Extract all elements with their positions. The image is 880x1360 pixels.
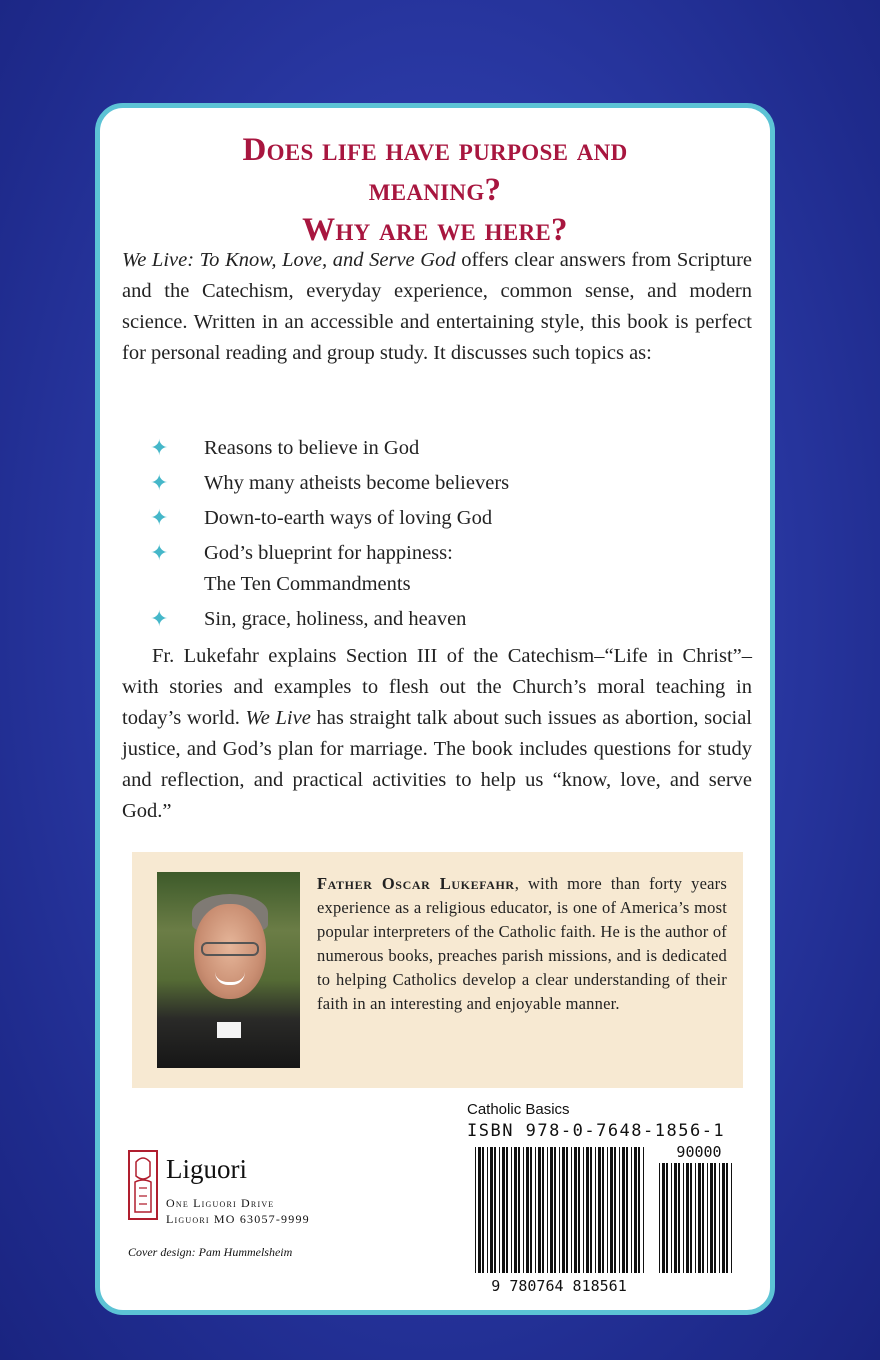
price-code: 90000 xyxy=(676,1145,722,1161)
list-item: ✦ God’s blueprint for happiness: The Ten Commandments xyxy=(150,538,710,600)
headline-line-1: Does life have purpose and xyxy=(242,132,628,168)
list-item: ✦ Why many atheists become believers xyxy=(150,468,710,499)
publisher-logo xyxy=(128,1150,368,1230)
star-bullet-icon: ✦ xyxy=(150,607,169,632)
ean-number: 9 780764 818561 xyxy=(491,1277,627,1295)
star-bullet-icon: ✦ xyxy=(150,506,169,531)
star-bullet-icon: ✦ xyxy=(150,436,169,461)
publisher-name: Liguori xyxy=(166,1154,247,1184)
topic-list xyxy=(150,433,710,639)
publisher-address-2: Liguori MO 63057-9999 xyxy=(166,1212,310,1226)
liguori-emblem-icon xyxy=(128,1150,158,1220)
author-bio: Father Oscar Lukefahr, with more than forty years experience as a religious educator, is one of America’s most popular interpreters of the Catholic faith. He is the author of numerous books, preaches parish missions, and is dedicated to helping Catholics develop a clear understanding of their faith in an interesting and enjoyable manner. xyxy=(317,874,727,1013)
book-title: We Live: To Know, Love, and Serve God xyxy=(122,249,456,271)
list-item: ✦ Sin, grace, holiness, and heaven xyxy=(150,604,710,635)
list-item: ✦ Down-to-earth ways of loving God xyxy=(150,503,710,534)
barcode xyxy=(467,1145,735,1295)
author-name: Father Oscar Lukefahr xyxy=(317,874,515,893)
publisher-address-1: One Liguori Drive xyxy=(166,1196,275,1210)
headline xyxy=(100,130,770,250)
star-bullet-icon: ✦ xyxy=(150,541,169,566)
list-item: ✦ Reasons to believe in God xyxy=(150,433,710,464)
headline-line-2: meaning? xyxy=(368,172,502,208)
intro-text: offers clear answers from Scripture and the Catechism, everyday experience, common sense, and modern science. Written in an accessible and entertaining style, this book is perfect for personal reading and group study. It discusses such topics as: xyxy=(122,249,752,364)
headline-line-3: Why are we here? xyxy=(302,212,568,248)
author-photo xyxy=(157,872,300,1068)
series-name: Catholic Basics xyxy=(467,1101,570,1118)
cover-credit: Cover design: Pam Hummelsheim xyxy=(128,1245,293,1259)
isbn-text: ISBN 978-0-7648-1856-1 xyxy=(467,1121,726,1141)
star-bullet-icon: ✦ xyxy=(150,471,169,496)
author-box xyxy=(132,852,743,1088)
intro-paragraph xyxy=(122,245,752,369)
back-cover-panel xyxy=(95,103,775,1315)
description-paragraph: Fr. Lukefahr explains Section III of the Catechism–“Life in Christ”– with stories and examples to flesh out the Church’s moral teaching in today’s world. We Live has straight talk about such issues as abortion, social justice, and God’s plan for marriage. The book includes questions for study and reflection, and practical activities to help us “know, love, and serve God.” xyxy=(122,645,752,822)
